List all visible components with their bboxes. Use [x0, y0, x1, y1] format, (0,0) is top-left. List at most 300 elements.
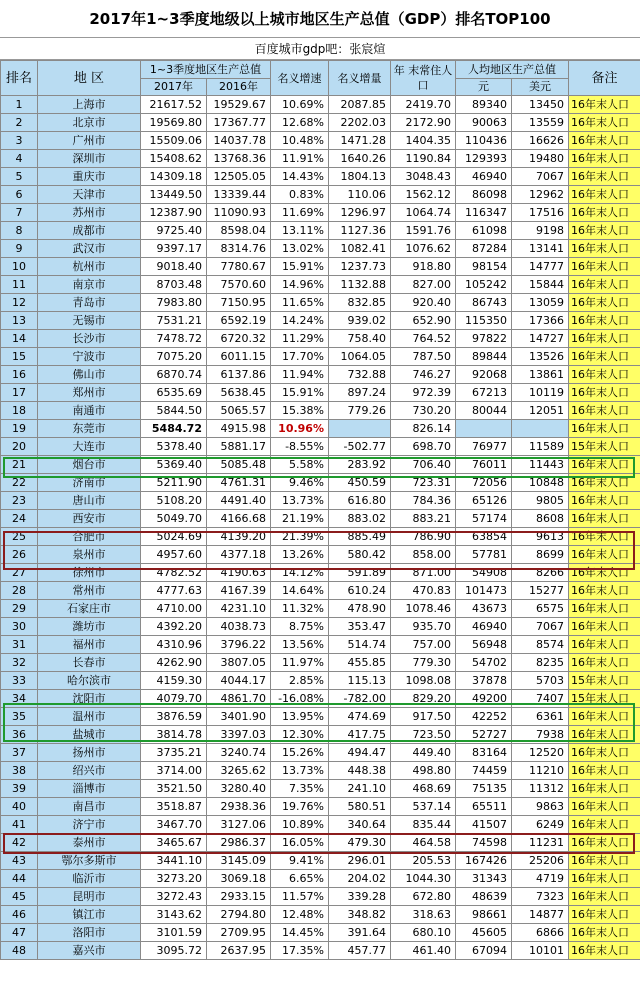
cell-remark: 16年末人口 — [569, 114, 640, 132]
cell-nominal-growth: 10.89% — [271, 816, 329, 834]
cell-city: 扬州市 — [38, 744, 141, 762]
cell-nominal-increase: 883.02 — [329, 510, 391, 528]
cell-gdp-2017: 3814.78 — [141, 726, 207, 744]
cell-resident-pop: 787.50 — [391, 348, 456, 366]
cell-per-capita-usd: 6361 — [512, 708, 569, 726]
cell-nominal-growth: 15.91% — [271, 258, 329, 276]
cell-nominal-increase: 1082.41 — [329, 240, 391, 258]
cell-per-capita-usd: 10848 — [512, 474, 569, 492]
cell-rank: 39 — [1, 780, 38, 798]
cell-rank: 46 — [1, 906, 38, 924]
cell-per-capita-rmb: 98661 — [456, 906, 512, 924]
cell-city: 济南市 — [38, 474, 141, 492]
cell-nominal-growth: 17.70% — [271, 348, 329, 366]
cell-nominal-growth: 10.69% — [271, 96, 329, 114]
cell-gdp-2017: 3876.59 — [141, 708, 207, 726]
cell-nominal-increase: 1127.36 — [329, 222, 391, 240]
cell-resident-pop: 764.52 — [391, 330, 456, 348]
cell-rank: 28 — [1, 582, 38, 600]
table-row — [1, 330, 640, 348]
cell-gdp-2016: 2933.15 — [207, 888, 271, 906]
cell-gdp-2016: 3807.05 — [207, 654, 271, 672]
cell-per-capita-rmb: 74598 — [456, 834, 512, 852]
cell-resident-pop: 1591.76 — [391, 222, 456, 240]
cell-nominal-increase: 450.59 — [329, 474, 391, 492]
cell-nominal-increase: 417.75 — [329, 726, 391, 744]
cell-city: 长春市 — [38, 654, 141, 672]
cell-gdp-2016: 11090.93 — [207, 204, 271, 222]
cell-gdp-2016: 2637.95 — [207, 942, 271, 960]
cell-resident-pop: 757.00 — [391, 636, 456, 654]
cell-city: 泰州市 — [38, 834, 141, 852]
cell-per-capita-usd: 15844 — [512, 276, 569, 294]
cell-remark: 16年末人口 — [569, 726, 640, 744]
cell-nominal-growth: 9.41% — [271, 852, 329, 870]
cell-nominal-growth: 17.35% — [271, 942, 329, 960]
cell-per-capita-rmb: 46940 — [456, 618, 512, 636]
cell-per-capita-rmb: 67094 — [456, 942, 512, 960]
cell-gdp-2016: 2986.37 — [207, 834, 271, 852]
cell-rank: 45 — [1, 888, 38, 906]
cell-city: 上海市 — [38, 96, 141, 114]
table-row — [1, 600, 640, 618]
cell-remark: 16年末人口 — [569, 744, 640, 762]
cell-rank: 3 — [1, 132, 38, 150]
cell-city: 深圳市 — [38, 150, 141, 168]
cell-gdp-2016: 5085.48 — [207, 456, 271, 474]
table-row — [1, 654, 640, 672]
cell-gdp-2016: 6137.86 — [207, 366, 271, 384]
cell-city: 盐城市 — [38, 726, 141, 744]
table-row — [1, 114, 640, 132]
cell-gdp-2016: 13339.44 — [207, 186, 271, 204]
cell-per-capita-rmb: 31343 — [456, 870, 512, 888]
cell-nominal-growth: 12.48% — [271, 906, 329, 924]
cell-gdp-2017: 4310.96 — [141, 636, 207, 654]
table-row — [1, 366, 640, 384]
cell-nominal-growth: 7.35% — [271, 780, 329, 798]
cell-per-capita-usd: 16626 — [512, 132, 569, 150]
cell-remark: 16年末人口 — [569, 546, 640, 564]
cell-per-capita-rmb: 37878 — [456, 672, 512, 690]
cell-rank: 7 — [1, 204, 38, 222]
cell-nominal-growth: 13.02% — [271, 240, 329, 258]
cell-remark: 16年末人口 — [569, 888, 640, 906]
table-row — [1, 258, 640, 276]
table-row — [1, 222, 640, 240]
cell-nominal-increase — [329, 420, 391, 438]
cell-rank: 37 — [1, 744, 38, 762]
cell-remark: 16年末人口 — [569, 492, 640, 510]
cell-city: 嘉兴市 — [38, 942, 141, 960]
cell-gdp-2016: 5638.45 — [207, 384, 271, 402]
cell-nominal-increase: 616.80 — [329, 492, 391, 510]
cell-per-capita-usd: 11210 — [512, 762, 569, 780]
cell-city: 郑州市 — [38, 384, 141, 402]
cell-per-capita-rmb: 46940 — [456, 168, 512, 186]
cell-per-capita-rmb: 110436 — [456, 132, 512, 150]
table-row — [1, 96, 640, 114]
cell-per-capita-usd: 8235 — [512, 654, 569, 672]
cell-gdp-2017: 4159.30 — [141, 672, 207, 690]
cell-per-capita-rmb: 116347 — [456, 204, 512, 222]
cell-nominal-growth: 11.97% — [271, 654, 329, 672]
cell-per-capita-usd: 10101 — [512, 942, 569, 960]
cell-per-capita-usd: 9613 — [512, 528, 569, 546]
cell-resident-pop: 205.53 — [391, 852, 456, 870]
cell-city: 镇江市 — [38, 906, 141, 924]
cell-resident-pop: 2419.70 — [391, 96, 456, 114]
cell-rank: 22 — [1, 474, 38, 492]
cell-nominal-increase: 204.02 — [329, 870, 391, 888]
table-row — [1, 924, 640, 942]
cell-nominal-growth: 21.39% — [271, 528, 329, 546]
page-title: 2017年1~3季度地级以上城市地区生产总值（GDP）排名TOP100 — [0, 0, 640, 38]
cell-nominal-growth: 14.45% — [271, 924, 329, 942]
cell-rank: 21 — [1, 456, 38, 474]
cell-nominal-growth: 14.12% — [271, 564, 329, 582]
cell-gdp-2016: 3280.40 — [207, 780, 271, 798]
cell-remark: 16年末人口 — [569, 96, 640, 114]
cell-nominal-growth: -8.55% — [271, 438, 329, 456]
cell-per-capita-usd: 9198 — [512, 222, 569, 240]
cell-city: 泉州市 — [38, 546, 141, 564]
cell-nominal-increase: 296.01 — [329, 852, 391, 870]
table-row — [1, 744, 640, 762]
cell-resident-pop: 318.63 — [391, 906, 456, 924]
cell-remark: 16年末人口 — [569, 420, 640, 438]
cell-nominal-increase: 897.24 — [329, 384, 391, 402]
cell-gdp-2016: 4861.70 — [207, 690, 271, 708]
cell-per-capita-usd: 9863 — [512, 798, 569, 816]
cell-rank: 18 — [1, 402, 38, 420]
cell-rank: 31 — [1, 636, 38, 654]
cell-per-capita-usd: 19480 — [512, 150, 569, 168]
cell-rank: 42 — [1, 834, 38, 852]
cell-resident-pop: 461.40 — [391, 942, 456, 960]
cell-resident-pop: 468.69 — [391, 780, 456, 798]
cell-nominal-growth: 13.26% — [271, 546, 329, 564]
cell-resident-pop: 746.27 — [391, 366, 456, 384]
cell-nominal-growth: -16.08% — [271, 690, 329, 708]
cell-rank: 43 — [1, 852, 38, 870]
cell-per-capita-usd: 13141 — [512, 240, 569, 258]
cell-nominal-increase: 758.40 — [329, 330, 391, 348]
cell-remark: 16年末人口 — [569, 582, 640, 600]
table-row — [1, 186, 640, 204]
table-row — [1, 762, 640, 780]
cell-per-capita-usd: 6866 — [512, 924, 569, 942]
cell-nominal-growth: 9.46% — [271, 474, 329, 492]
cell-remark: 16年末人口 — [569, 708, 640, 726]
table-row — [1, 240, 640, 258]
table-row — [1, 564, 640, 582]
table-body — [1, 96, 640, 960]
cell-city: 东莞市 — [38, 420, 141, 438]
cell-nominal-increase: 110.06 — [329, 186, 391, 204]
cell-nominal-growth: 12.68% — [271, 114, 329, 132]
cell-gdp-2017: 3273.20 — [141, 870, 207, 888]
cell-per-capita-rmb: 54702 — [456, 654, 512, 672]
table-row — [1, 420, 640, 438]
cell-nominal-increase: 2202.03 — [329, 114, 391, 132]
cell-city: 石家庄市 — [38, 600, 141, 618]
cell-per-capita-rmb: 57781 — [456, 546, 512, 564]
cell-per-capita-rmb: 41507 — [456, 816, 512, 834]
cell-resident-pop: 498.80 — [391, 762, 456, 780]
table-row — [1, 510, 640, 528]
cell-nominal-increase: 1064.05 — [329, 348, 391, 366]
cell-gdp-2017: 19569.80 — [141, 114, 207, 132]
cell-nominal-increase: 2087.85 — [329, 96, 391, 114]
cell-gdp-2017: 5108.20 — [141, 492, 207, 510]
cell-gdp-2017: 9725.40 — [141, 222, 207, 240]
cell-city: 西安市 — [38, 510, 141, 528]
table-row — [1, 384, 640, 402]
table-row — [1, 294, 640, 312]
cell-per-capita-rmb: 49200 — [456, 690, 512, 708]
cell-resident-pop: 1044.30 — [391, 870, 456, 888]
cell-per-capita-usd: 12051 — [512, 402, 569, 420]
cell-remark: 16年末人口 — [569, 852, 640, 870]
cell-gdp-2017: 15509.06 — [141, 132, 207, 150]
cell-city: 徐州市 — [38, 564, 141, 582]
table-row — [1, 780, 640, 798]
table-row — [1, 726, 640, 744]
cell-per-capita-usd: 7067 — [512, 168, 569, 186]
cell-resident-pop: 706.40 — [391, 456, 456, 474]
table-row — [1, 312, 640, 330]
cell-nominal-growth: 11.29% — [271, 330, 329, 348]
cell-gdp-2017: 3521.50 — [141, 780, 207, 798]
cell-remark: 16年末人口 — [569, 402, 640, 420]
cell-resident-pop: 1076.62 — [391, 240, 456, 258]
cell-gdp-2017: 4392.20 — [141, 618, 207, 636]
cell-city: 合肥市 — [38, 528, 141, 546]
cell-gdp-2017: 5024.69 — [141, 528, 207, 546]
cell-gdp-2016: 4190.63 — [207, 564, 271, 582]
cell-gdp-2017: 3465.67 — [141, 834, 207, 852]
cell-gdp-2017: 7983.80 — [141, 294, 207, 312]
cell-resident-pop: 2172.90 — [391, 114, 456, 132]
gdp-ranking-table — [0, 60, 640, 960]
cell-gdp-2016: 4491.40 — [207, 492, 271, 510]
cell-nominal-growth: 12.30% — [271, 726, 329, 744]
cell-per-capita-rmb: 76977 — [456, 438, 512, 456]
cell-per-capita-usd: 25206 — [512, 852, 569, 870]
cell-resident-pop: 723.31 — [391, 474, 456, 492]
cell-nominal-growth: 6.65% — [271, 870, 329, 888]
cell-rank: 29 — [1, 600, 38, 618]
cell-nominal-growth: 11.91% — [271, 150, 329, 168]
cell-per-capita-rmb: 61098 — [456, 222, 512, 240]
cell-remark: 16年末人口 — [569, 348, 640, 366]
cell-rank: 2 — [1, 114, 38, 132]
cell-gdp-2017: 5844.50 — [141, 402, 207, 420]
cell-per-capita-rmb: 97822 — [456, 330, 512, 348]
cell-per-capita-rmb: 56948 — [456, 636, 512, 654]
cell-city: 济宁市 — [38, 816, 141, 834]
cell-per-capita-usd: 13059 — [512, 294, 569, 312]
cell-nominal-growth: 14.96% — [271, 276, 329, 294]
table-row — [1, 798, 640, 816]
cell-gdp-2017: 9397.17 — [141, 240, 207, 258]
cell-gdp-2016: 2794.80 — [207, 906, 271, 924]
cell-resident-pop: 786.90 — [391, 528, 456, 546]
cell-remark: 16年末人口 — [569, 600, 640, 618]
cell-per-capita-rmb: 80044 — [456, 402, 512, 420]
cell-per-capita-rmb: 52727 — [456, 726, 512, 744]
cell-city: 哈尔滨市 — [38, 672, 141, 690]
header-gdp-group: 1~3季度地区生产总值 — [141, 61, 271, 79]
cell-resident-pop: 1404.35 — [391, 132, 456, 150]
cell-per-capita-rmb: 76011 — [456, 456, 512, 474]
cell-per-capita-rmb: 115350 — [456, 312, 512, 330]
cell-resident-pop: 918.80 — [391, 258, 456, 276]
cell-remark: 16年末人口 — [569, 528, 640, 546]
cell-remark: 16年末人口 — [569, 294, 640, 312]
cell-remark: 16年末人口 — [569, 276, 640, 294]
cell-per-capita-usd: 13526 — [512, 348, 569, 366]
cell-gdp-2017: 8703.48 — [141, 276, 207, 294]
cell-nominal-growth: 13.56% — [271, 636, 329, 654]
cell-gdp-2016: 2938.36 — [207, 798, 271, 816]
cell-remark: 16年末人口 — [569, 366, 640, 384]
cell-per-capita-usd: 9805 — [512, 492, 569, 510]
cell-city: 昆明市 — [38, 888, 141, 906]
cell-nominal-increase: 455.85 — [329, 654, 391, 672]
cell-gdp-2016: 4044.17 — [207, 672, 271, 690]
cell-rank: 35 — [1, 708, 38, 726]
cell-nominal-increase: 353.47 — [329, 618, 391, 636]
cell-gdp-2016: 4167.39 — [207, 582, 271, 600]
cell-nominal-increase: 610.24 — [329, 582, 391, 600]
cell-per-capita-usd: 8574 — [512, 636, 569, 654]
cell-remark: 16年末人口 — [569, 798, 640, 816]
cell-per-capita-rmb — [456, 420, 512, 438]
cell-city: 佛山市 — [38, 366, 141, 384]
cell-city: 临沂市 — [38, 870, 141, 888]
cell-per-capita-rmb: 89340 — [456, 96, 512, 114]
table-row — [1, 636, 640, 654]
cell-nominal-increase: 474.69 — [329, 708, 391, 726]
cell-rank: 36 — [1, 726, 38, 744]
cell-per-capita-rmb: 87284 — [456, 240, 512, 258]
cell-gdp-2017: 5049.70 — [141, 510, 207, 528]
cell-rank: 6 — [1, 186, 38, 204]
table-row — [1, 204, 640, 222]
table-row — [1, 348, 640, 366]
cell-rank: 40 — [1, 798, 38, 816]
cell-per-capita-rmb: 65126 — [456, 492, 512, 510]
cell-per-capita-usd: 8699 — [512, 546, 569, 564]
cell-rank: 12 — [1, 294, 38, 312]
cell-per-capita-rmb: 86098 — [456, 186, 512, 204]
cell-remark: 16年末人口 — [569, 132, 640, 150]
cell-gdp-2016: 3401.90 — [207, 708, 271, 726]
cell-gdp-2017: 6870.74 — [141, 366, 207, 384]
table-row — [1, 906, 640, 924]
cell-gdp-2017: 6535.69 — [141, 384, 207, 402]
cell-per-capita-rmb: 83164 — [456, 744, 512, 762]
header-rank: 排名 — [1, 61, 38, 96]
table-row — [1, 870, 640, 888]
cell-gdp-2017: 4957.60 — [141, 546, 207, 564]
cell-per-capita-rmb: 129393 — [456, 150, 512, 168]
cell-gdp-2016: 3240.74 — [207, 744, 271, 762]
cell-resident-pop: 449.40 — [391, 744, 456, 762]
table-row — [1, 492, 640, 510]
cell-nominal-increase: 241.10 — [329, 780, 391, 798]
header-2017: 2017年 — [141, 78, 207, 96]
cell-nominal-increase: 1471.28 — [329, 132, 391, 150]
cell-resident-pop: 1078.46 — [391, 600, 456, 618]
cell-remark: 16年末人口 — [569, 762, 640, 780]
cell-rank: 26 — [1, 546, 38, 564]
cell-per-capita-usd: 7407 — [512, 690, 569, 708]
cell-city: 常州市 — [38, 582, 141, 600]
cell-remark: 16年末人口 — [569, 168, 640, 186]
cell-per-capita-usd: 11312 — [512, 780, 569, 798]
cell-gdp-2017: 3143.62 — [141, 906, 207, 924]
cell-remark: 15年末人口 — [569, 672, 640, 690]
cell-per-capita-rmb: 63854 — [456, 528, 512, 546]
page-subtitle: 百度城市gdp吧：张宸煊 — [0, 38, 640, 60]
cell-city: 唐山市 — [38, 492, 141, 510]
cell-remark: 15年末人口 — [569, 690, 640, 708]
cell-gdp-2016: 17367.77 — [207, 114, 271, 132]
cell-nominal-growth: 2.85% — [271, 672, 329, 690]
cell-resident-pop: 1064.74 — [391, 204, 456, 222]
cell-per-capita-rmb: 54908 — [456, 564, 512, 582]
cell-gdp-2016: 7780.67 — [207, 258, 271, 276]
cell-nominal-increase: 1640.26 — [329, 150, 391, 168]
cell-nominal-growth: 13.11% — [271, 222, 329, 240]
cell-rank: 27 — [1, 564, 38, 582]
cell-gdp-2016: 5881.17 — [207, 438, 271, 456]
cell-per-capita-rmb: 43673 — [456, 600, 512, 618]
cell-city: 重庆市 — [38, 168, 141, 186]
cell-rank: 11 — [1, 276, 38, 294]
cell-remark: 16年末人口 — [569, 924, 640, 942]
cell-per-capita-usd: 11589 — [512, 438, 569, 456]
cell-gdp-2017: 4782.52 — [141, 564, 207, 582]
cell-nominal-increase: 580.51 — [329, 798, 391, 816]
cell-gdp-2017: 3095.72 — [141, 942, 207, 960]
table-row — [1, 474, 640, 492]
cell-city: 苏州市 — [38, 204, 141, 222]
cell-per-capita-usd: 6575 — [512, 600, 569, 618]
cell-per-capita-usd: 13861 — [512, 366, 569, 384]
cell-per-capita-usd: 17516 — [512, 204, 569, 222]
cell-gdp-2016: 3397.03 — [207, 726, 271, 744]
cell-per-capita-usd: 14877 — [512, 906, 569, 924]
cell-per-capita-usd: 17366 — [512, 312, 569, 330]
cell-remark: 16年末人口 — [569, 456, 640, 474]
cell-resident-pop: 779.30 — [391, 654, 456, 672]
cell-nominal-increase: 1804.13 — [329, 168, 391, 186]
cell-nominal-growth: 5.58% — [271, 456, 329, 474]
cell-gdp-2017: 14309.18 — [141, 168, 207, 186]
cell-rank: 25 — [1, 528, 38, 546]
cell-resident-pop: 972.39 — [391, 384, 456, 402]
cell-city: 宁波市 — [38, 348, 141, 366]
cell-gdp-2017: 3714.00 — [141, 762, 207, 780]
cell-nominal-growth: 15.38% — [271, 402, 329, 420]
cell-gdp-2016: 3265.62 — [207, 762, 271, 780]
cell-remark: 16年末人口 — [569, 654, 640, 672]
cell-gdp-2017: 3101.59 — [141, 924, 207, 942]
